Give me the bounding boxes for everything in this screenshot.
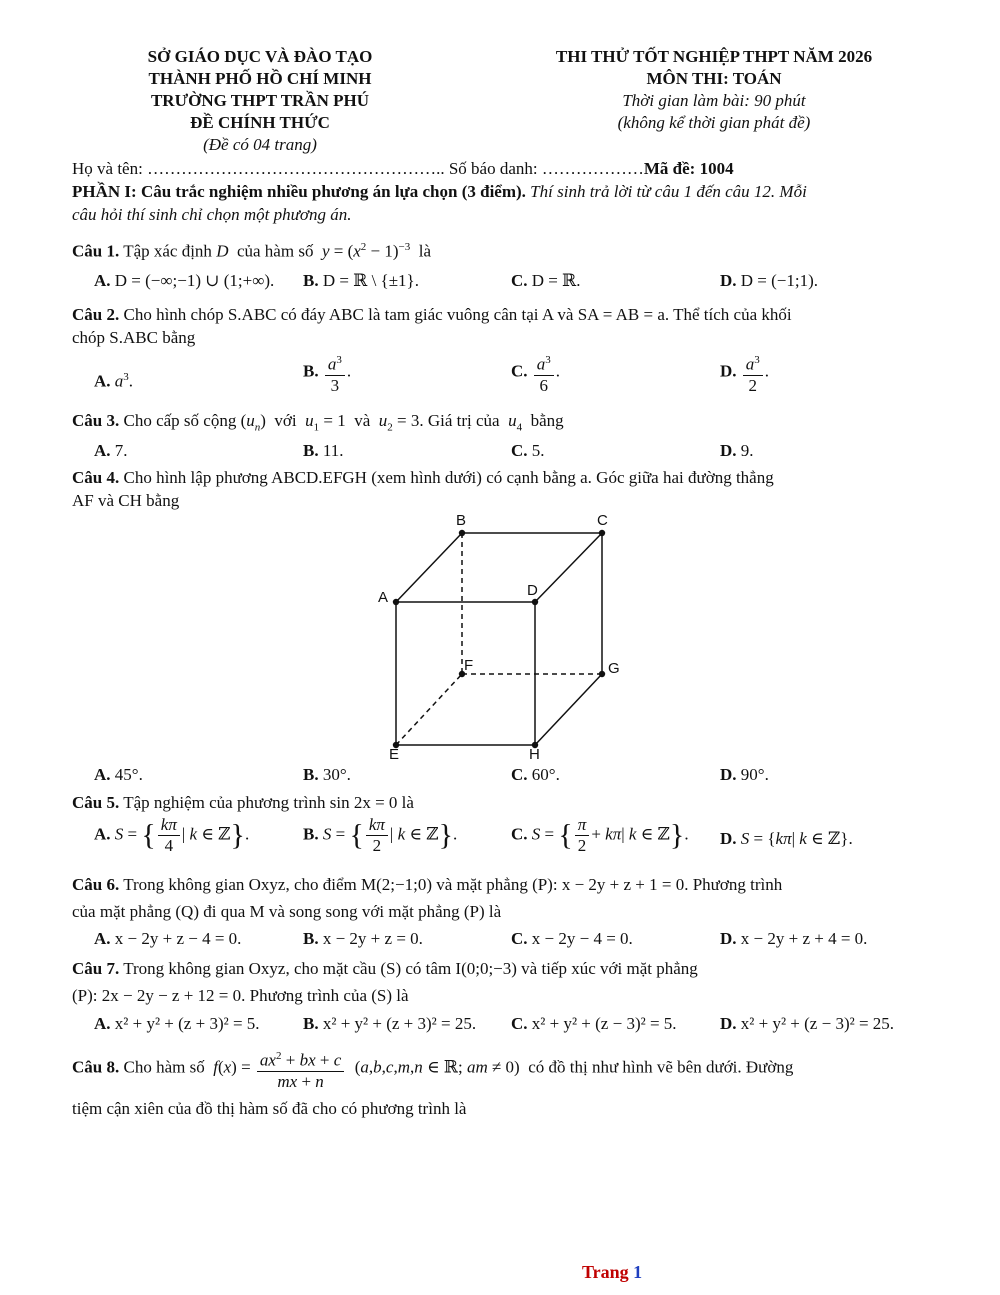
question-6-line1: Câu 6. Trong không gian Oxyz, cho điểm M(2;−1;0) và mặt phẳng (P): x − 2y + z + 1 = 0. Phương trình: [72, 875, 783, 894]
vertex-c: [599, 530, 605, 536]
question-2-line1: Câu 2. Cho hình chóp S.ABC có đáy ABC là tam giác vuông cân tại A và SA = AB = a. Thể tích của khối: [72, 305, 792, 324]
question-5: Câu 5. Tập nghiệm của phương trình sin 2x = 0 là: [72, 793, 414, 812]
info-line: [72, 158, 922, 180]
name-field: Họ và tên: ……………………………………………..: [72, 159, 445, 178]
q2-answer-d[interactable]: D. $\frac{a^3}{2}$ .: [720, 350, 769, 396]
question-4-line2: AF và CH bằng: [72, 491, 180, 510]
q7-answer-a[interactable]: A. x² + y² + (z + 3)² = 5.: [94, 1014, 260, 1033]
q3-answer-d[interactable]: D. 9.: [720, 441, 754, 460]
q5-answer-a[interactable]: A. S = { $\frac{k\pi}{4}$ | k ∈ ℤ}.: [94, 815, 250, 855]
q6-answer-c[interactable]: C. x − 2y − 4 = 0.: [511, 929, 633, 948]
header-left: [110, 46, 410, 156]
q4-answer-d[interactable]: D. 90°.: [720, 765, 769, 784]
q2-answer-b[interactable]: B. $\frac{a^3}{3}$ .: [303, 350, 351, 396]
vertex-g: [599, 671, 605, 677]
duration-note: (không kể thời gian phát đề): [617, 113, 811, 132]
question-4-line1: Câu 4. Cho hình lập phương ABCD.EFGH (xem hình dưới) có cạnh bằng a. Góc giữa hai đường thẳng: [72, 468, 774, 487]
question-6-line2: của mặt phẳng (Q) đi qua M và song song với mặt phẳng (P) là: [72, 902, 502, 921]
subject: MÔN THI: TOÁN: [646, 69, 782, 88]
q7-answer-c[interactable]: C. x² + y² + (z − 3)² = 5.: [511, 1014, 677, 1033]
label-f: F: [464, 657, 474, 674]
q7-answer-d[interactable]: D. x² + y² + (z − 3)² = 25.: [720, 1014, 895, 1033]
q7-answer-b[interactable]: B. x² + y² + (z + 3)² = 25.: [303, 1014, 477, 1033]
q6-answer-d[interactable]: D. x − 2y + z + 4 = 0.: [720, 929, 868, 948]
q5-answer-d[interactable]: D. S = {kπ| k ∈ ℤ}.: [720, 829, 853, 848]
exam-code: Mã đề: 1004: [643, 159, 734, 178]
duration: Thời gian làm bài: 90 phút: [622, 91, 806, 110]
header-right: [514, 46, 914, 134]
city-name: THÀNH PHỐ HỒ CHÍ MINH: [148, 69, 372, 88]
question-7-line1: Câu 7. Trong không gian Oxyz, cho mặt cầu (S) có tâm I(0;0;−3) và tiếp xúc với mặt phẳng: [72, 959, 698, 978]
q3-answer-b[interactable]: B. 11.: [303, 441, 344, 460]
q1-answer-c[interactable]: C. D = ℝ.: [511, 271, 581, 290]
q5-answer-b[interactable]: B. S = { $\frac{k\pi}{2}$ | k ∈ ℤ}.: [303, 815, 458, 855]
question-1: Câu 1. Tập xác định D của hàm số $y = (x^2 - 1)^{-3}$ là: [72, 241, 432, 261]
part1-instr2: câu hỏi thí sinh chỉ chọn một phương án.: [72, 205, 352, 224]
q1-answer-b[interactable]: B. D = ℝ \ {±1}.: [303, 271, 419, 290]
page-count: (Đề có 04 trang): [203, 135, 317, 154]
label-h: H: [529, 746, 540, 763]
q2-answer-c[interactable]: C. $\frac{a^3}{6}$ .: [511, 350, 560, 396]
q4-answer-b[interactable]: B. 30°.: [303, 765, 351, 784]
label-e: E: [389, 746, 400, 763]
question-8-line2: tiệm cận xiên của đồ thị hàm số đã cho có phương trình là: [72, 1099, 467, 1118]
vertex-d: [532, 599, 538, 605]
q6-answer-b[interactable]: B. x − 2y + z = 0.: [303, 929, 423, 948]
q3-answer-a[interactable]: A. 7.: [94, 441, 128, 460]
q6-answer-a[interactable]: A. x − 2y + z − 4 = 0.: [94, 929, 242, 948]
exam-title: THI THỬ TỐT NGHIỆP THPT NĂM 2026: [555, 47, 873, 66]
q4-answer-c[interactable]: C. 60°.: [511, 765, 560, 784]
vertex-b: [459, 530, 465, 536]
sbd-field: Số báo danh: ………………: [448, 159, 644, 178]
page-footer: Trang 1: [582, 1262, 643, 1282]
q1-answer-d[interactable]: D. D = (−1;1).: [720, 271, 819, 290]
label-g: G: [608, 660, 620, 677]
dept-name: SỞ GIÁO DỤC VÀ ĐÀO TẠO: [147, 47, 373, 66]
q3-answer-c[interactable]: C. 5.: [511, 441, 545, 460]
question-8-line1: Câu 8. Cho hàm số f(x) = $\frac{ax^2 + bx + c}{mx + n}$ (a,b,c,m,n ∈ ℝ; am ≠ 0) có đồ thị như hình vẽ bên dưới. Đường: [72, 1046, 922, 1092]
question-2-line2: chóp S.ABC bằng: [72, 328, 196, 347]
q1-answer-a[interactable]: A. D = (−∞;−1) ∪ (1;+∞).: [94, 271, 275, 290]
page-number: 1: [633, 1262, 643, 1282]
question-3: Câu 3. Cho cấp số cộng $(u_n)$ với $u_1 = 1$ và $u_2 = 3$. Giá trị của $u_4$ bằng: [72, 411, 564, 434]
q5-answer-c[interactable]: C. S = { $\frac{\pi}{2}$ + kπ| k ∈ ℤ}.: [511, 815, 689, 855]
vertex-a: [393, 599, 399, 605]
q2-answer-a[interactable]: A. $a^3$.: [94, 371, 134, 391]
label-d: D: [527, 582, 538, 599]
part1-title-line: [72, 181, 922, 203]
label-c: C: [597, 512, 608, 529]
official-label: ĐỀ CHÍNH THỨC: [190, 113, 330, 132]
cube-figure: [370, 508, 630, 763]
school-name: TRƯỜNG THPT TRẦN PHÚ: [150, 91, 370, 110]
question-7-line2: (P): 2x − 2y − z + 12 = 0. Phương trình của (S) là: [72, 986, 409, 1005]
q4-answer-a[interactable]: A. 45°.: [94, 765, 143, 784]
part1-title: PHẦN I: Câu trắc nghiệm nhiều phương án lựa chọn (3 điểm).: [72, 182, 526, 201]
part1-instr: Thí sinh trả lời từ câu 1 đến câu 12. Mỗi: [530, 182, 807, 201]
label-a: A: [378, 589, 389, 606]
label-b: B: [456, 512, 467, 529]
